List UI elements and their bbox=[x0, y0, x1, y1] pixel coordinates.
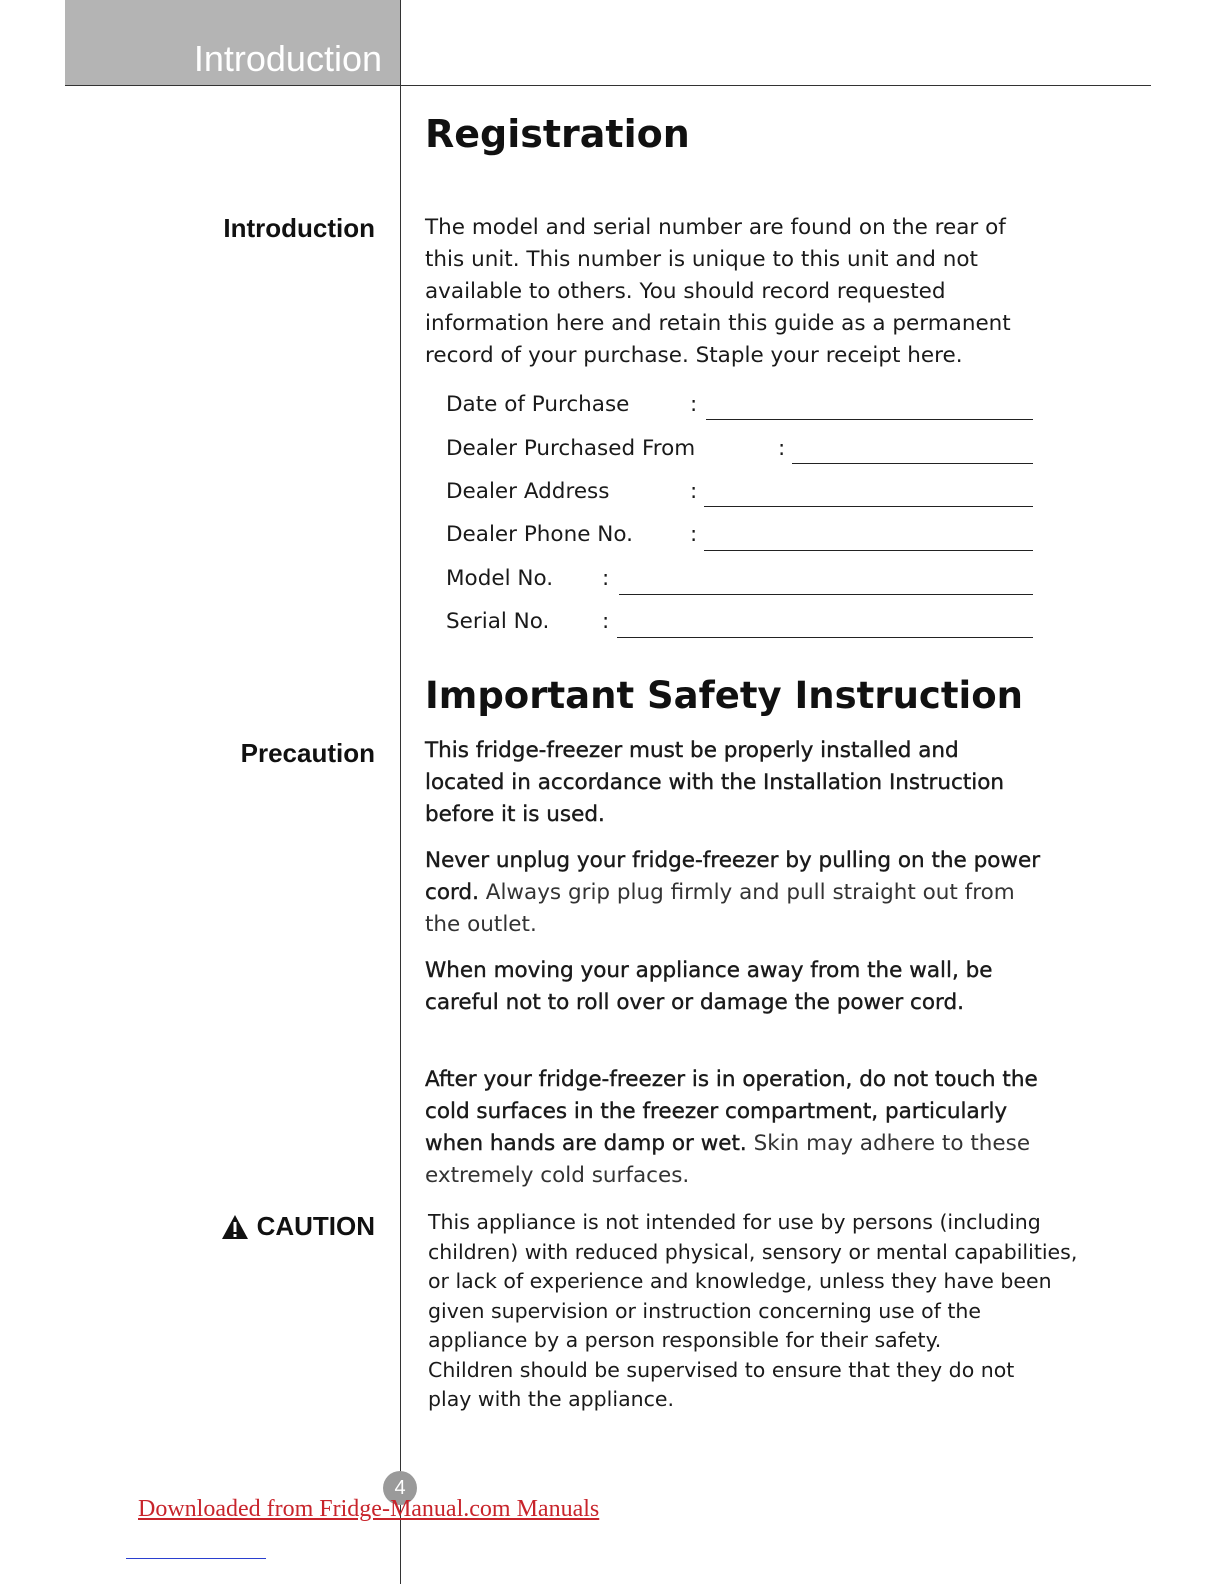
field-date-of-purchase bbox=[446, 392, 1036, 426]
safety-p2-text: Always grip plug firmly and pull straight out from the outlet. bbox=[425, 880, 1015, 937]
caution-label-text: CAUTION bbox=[256, 1211, 375, 1241]
page-number: 4 bbox=[383, 1471, 417, 1505]
caution-line: This appliance is not intended for use by persons (including bbox=[428, 1210, 1041, 1234]
caution-label bbox=[221, 1211, 375, 1242]
field-dealer-address bbox=[446, 479, 1036, 513]
safety-p4-bold: After your fridge-freezer is in operation, do not touch the cold surfaces in the freezer compartment, particularly when hands are damp or wet. bbox=[425, 1067, 1038, 1156]
field-label: Dealer Address bbox=[446, 479, 610, 504]
safety-p4-text: Skin may adhere to these extremely cold surfaces. bbox=[425, 1131, 1031, 1188]
safety-p3-text: When moving your appliance away from the wall, be careful not to roll over or damage the power cord. bbox=[425, 958, 993, 1015]
intro-line: record of your purchase. Staple your receipt here. bbox=[425, 343, 963, 368]
header-tab-title: Introduction bbox=[193, 38, 382, 79]
field-label: Dealer Purchased From bbox=[446, 436, 696, 461]
field-dealer-purchased-from bbox=[446, 436, 1036, 470]
warning-triangle-icon bbox=[221, 1214, 249, 1240]
footer-underline bbox=[126, 1558, 266, 1559]
header-tab bbox=[65, 0, 400, 85]
field-colon: : bbox=[690, 522, 698, 547]
field-colon: : bbox=[778, 436, 786, 461]
caution-line: or lack of experience and knowledge, unless they have been bbox=[428, 1269, 1052, 1293]
field-colon: : bbox=[690, 479, 698, 504]
caution-text bbox=[428, 1208, 1098, 1415]
field-colon: : bbox=[602, 566, 610, 591]
field-line-dealer-address[interactable] bbox=[704, 506, 1033, 507]
safety-p2-bold: Never unplug your fridge-freezer by pulling on the power cord. bbox=[425, 848, 1041, 905]
intro-line: information here and retain this guide as a permanent bbox=[425, 311, 1011, 336]
section-label-precaution: Precaution bbox=[240, 738, 375, 768]
safety-p1-text: This fridge-freezer must be properly installed and located in accordance with the Installation Instruction before it is used. bbox=[425, 738, 1005, 827]
caution-line: given supervision or instruction concerning use of the bbox=[428, 1298, 981, 1323]
safety-paragraph-2 bbox=[425, 845, 1045, 941]
field-label: Model No. bbox=[446, 566, 554, 591]
field-colon: : bbox=[602, 609, 610, 634]
caution-line: Children should be supervised to ensure that they do not bbox=[428, 1357, 1015, 1382]
safety-heading: Important Safety Instruction bbox=[425, 674, 1023, 717]
safety-paragraph-1 bbox=[425, 735, 1025, 831]
intro-line: this unit. This number is unique to this unit and not bbox=[425, 247, 978, 272]
registration-heading: Registration bbox=[425, 112, 690, 156]
safety-paragraph-3 bbox=[425, 955, 1025, 1019]
registration-intro bbox=[425, 212, 1055, 372]
download-source-link[interactable]: Downloaded from Fridge-Manual.com Manuals bbox=[138, 1496, 600, 1522]
intro-line: The model and serial number are found on the rear of bbox=[425, 215, 1006, 240]
header-rule bbox=[65, 85, 1151, 86]
field-colon: : bbox=[690, 392, 698, 417]
field-label: Date of Purchase bbox=[446, 392, 630, 417]
field-line-model-no[interactable] bbox=[619, 594, 1033, 595]
section-label-introduction: Introduction bbox=[223, 213, 375, 243]
field-label: Dealer Phone No. bbox=[446, 522, 633, 547]
field-line-date-of-purchase[interactable] bbox=[706, 419, 1033, 420]
field-line-serial-no[interactable] bbox=[617, 637, 1033, 638]
caution-line: children) with reduced physical, sensory or mental capabilities, bbox=[428, 1239, 1078, 1264]
safety-paragraph-4 bbox=[425, 1064, 1040, 1192]
caution-line: play with the appliance. bbox=[428, 1387, 675, 1411]
caution-line: appliance by a person responsible for their safety. bbox=[428, 1328, 942, 1352]
field-line-dealer-purchased-from[interactable] bbox=[792, 463, 1033, 464]
field-line-dealer-phone[interactable] bbox=[704, 550, 1033, 551]
column-divider bbox=[400, 0, 401, 1584]
intro-line: available to others. You should record requested bbox=[425, 279, 946, 304]
field-label: Serial No. bbox=[446, 609, 550, 634]
